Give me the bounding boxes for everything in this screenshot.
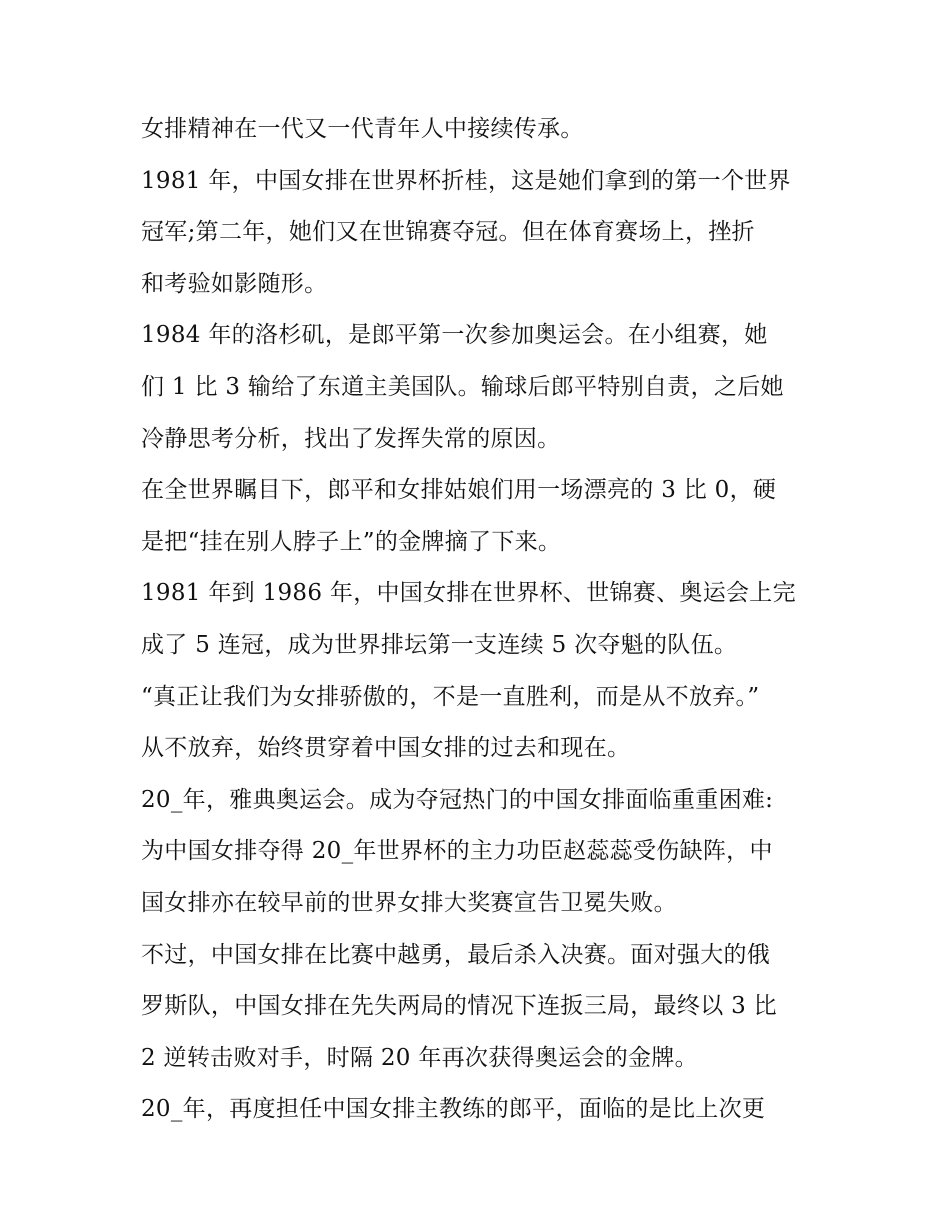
text-line: 为中国女排夺得 20_年世界杯的主力功臣赵蕊蕊受伤缺阵，中 (141, 838, 773, 865)
text-line: 20_年，再度担任中国女排主教练的郎平，面临的是比上次更 (141, 1096, 766, 1123)
text-line: 1984 年的洛杉矶，是郎平第一次参加奥运会。在小组赛，她 (141, 322, 768, 349)
text-line: 和考验如影随形。 (141, 270, 328, 297)
text-line: 冠军;第二年，她们又在世锦赛夺冠。但在体育赛场上，挫折 (141, 219, 755, 246)
text-line: 罗斯队，中国女排在先失两局的情况下连扳三局，最终以 3 比 (141, 993, 777, 1020)
text-line: 女排精神在一代又一代青年人中接续传承。 (141, 116, 584, 142)
document-body (141, 108, 821, 1140)
text-line: 不过，中国女排在比赛中越勇，最后杀入决赛。面对强大的俄 (141, 941, 771, 968)
text-line: 成了 5 连冠，成为世界排坛第一支连续 5 次夺魁的队伍。 (141, 631, 738, 658)
text-line: 国女排亦在较早前的世界女排大奖赛宣告卫冕失败。 (141, 889, 677, 916)
text-line: 们 1 比 3 输给了东道主美国队。输球后郎平特别自责，之后她 (141, 373, 784, 400)
text-line: 从不放弃，始终贯穿着中国女排的过去和现在。 (141, 735, 631, 762)
text-line: 20_年，雅典奥运会。成为夺冠热门的中国女排面临重重困难: (141, 786, 774, 813)
text-line: 是把“挂在别人脖子上”的金牌摘了下来。 (141, 528, 562, 555)
text-line: 1981 年，中国女排在世界杯折桂，这是她们拿到的第一个世界 (141, 167, 791, 194)
text-line: 1981 年到 1986 年，中国女排在世界杯、世锦赛、奥运会上完 (141, 580, 796, 607)
text-line: 在全世界瞩目下，郎平和女排姑娘们用一场漂亮的 3 比 0，硬 (141, 477, 777, 504)
text-line: “真正让我们为女排骄傲的，不是一直胜利，而是从不放弃。” (141, 683, 760, 710)
text-line: 冷静思考分析，找出了发挥失常的原因。 (141, 425, 561, 452)
text-line: 2 逆转击败对手，时隔 20 年再次获得奥运会的金牌。 (141, 1044, 698, 1071)
